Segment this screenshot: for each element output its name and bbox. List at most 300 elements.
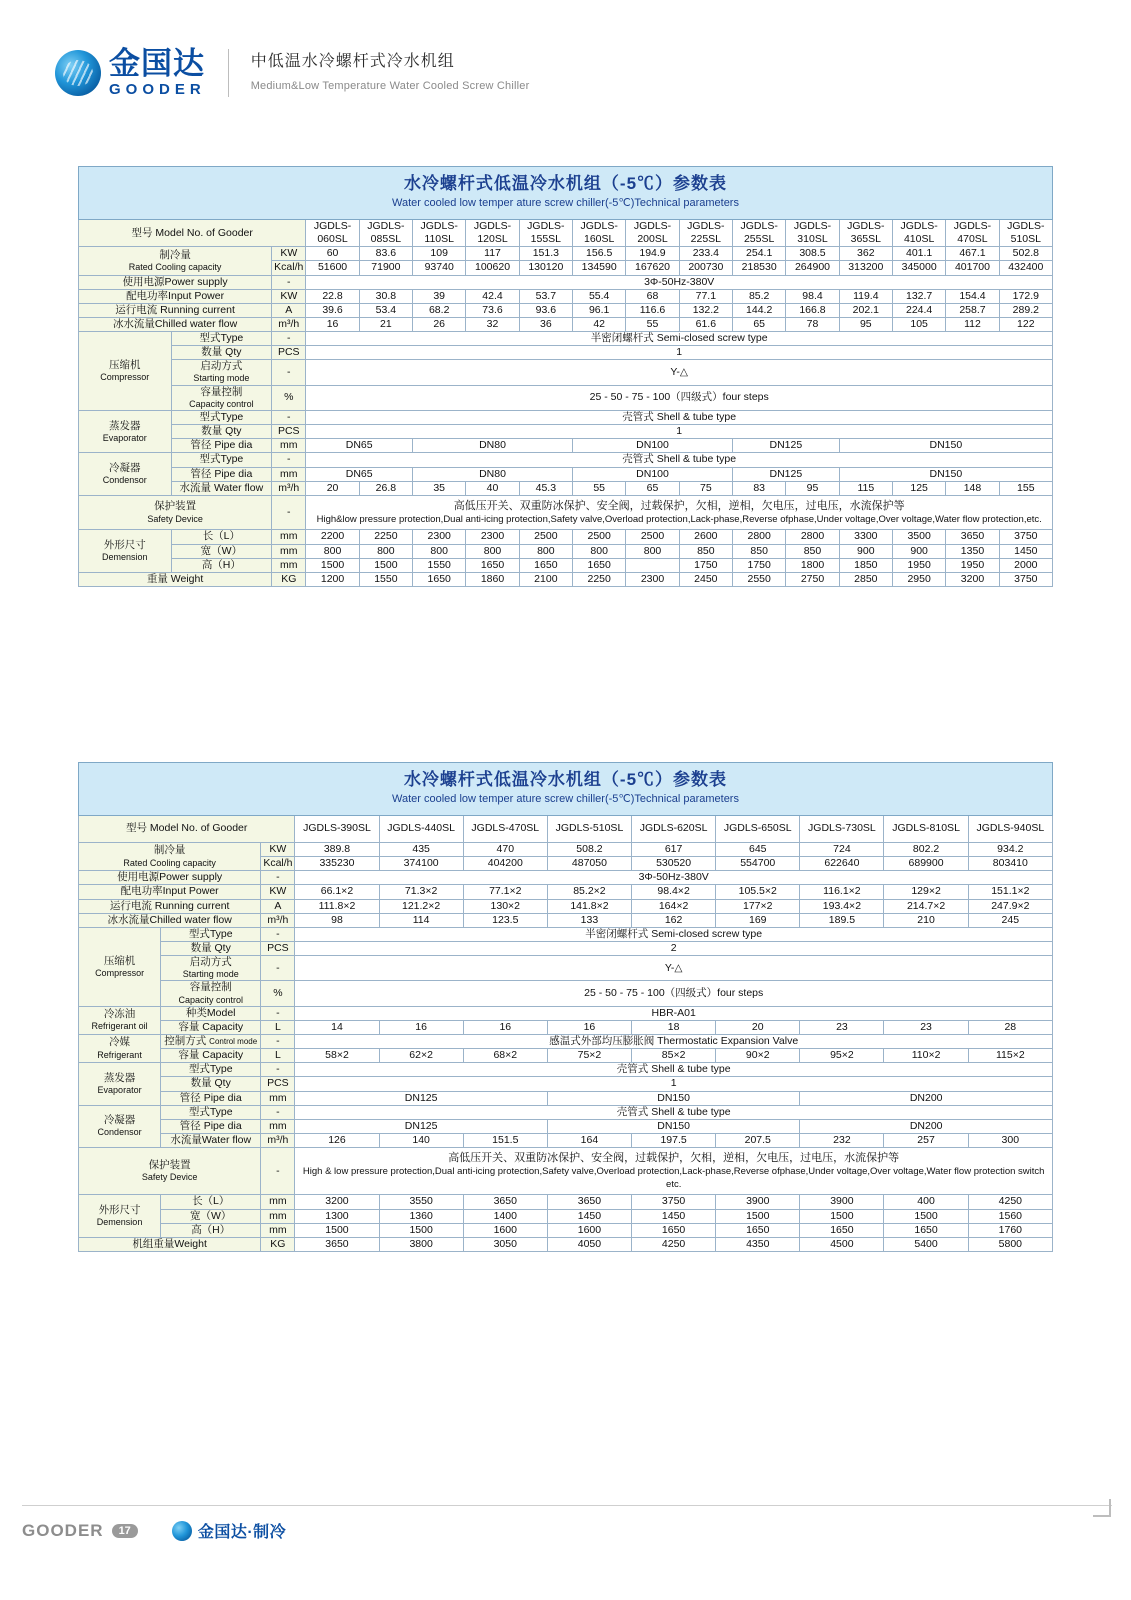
header-divider [228,49,229,97]
value-cell: 1450 [632,1209,716,1223]
value-cell: 77.1×2 [463,885,547,899]
value-cell: 1950 [946,558,999,572]
value-cell: 194.9 [626,247,679,261]
unit-pcs: PCS [261,1077,295,1091]
value-cell: 554700 [716,857,800,871]
value-cell: 1650 [413,572,466,586]
value-cell: 177×2 [716,899,800,913]
value-cell: 112 [946,317,999,331]
value-cell: 1860 [466,572,519,586]
value-cell: 39 [413,289,466,303]
value-cell: 115 [839,481,892,495]
value-cell: 166.8 [786,303,839,317]
row-label-pipe-dia: 管径 Pipe dia [171,467,272,481]
value-cell: 210 [884,913,968,927]
dimension-width-row [79,544,1053,558]
row-label-type: 型式Type [161,1105,261,1119]
value-cell: 1760 [968,1223,1052,1237]
value-cell: 189.5 [800,913,884,927]
row-label-chilled-water: 冰水流量Chilled water flow [79,317,272,331]
value-cell: 502.8 [999,247,1052,261]
value-cell: 169 [716,913,800,927]
row-label-compressor: 压缩机 Compressor [79,927,161,1006]
row-label-compressor: 压缩机 Compressor [79,332,172,411]
value-cell: 129×2 [884,885,968,899]
value-cell: DN65 [306,467,413,481]
value-cell: 197.5 [632,1133,716,1147]
unit-none: - [272,495,306,530]
value-cell: DN200 [800,1091,1053,1105]
value-cell: 2500 [626,530,679,544]
value-cell: 98 [295,913,379,927]
value-cell: 23 [800,1020,884,1034]
value-cell: 247.9×2 [968,899,1052,913]
value-cell: 2450 [679,572,732,586]
value-cell: 900 [892,544,945,558]
value-cell: 470 [463,843,547,857]
compressor-type-row [79,927,1053,941]
value-cell: 154.4 [946,289,999,303]
value-cell: 151.3 [519,247,572,261]
value-cell: DN100 [573,467,733,481]
value-cell: 1200 [306,572,359,586]
row-label-safety: 保护装置 Safety Device [79,495,272,530]
row-label-qty: 数量 Qty [161,1077,261,1091]
unit-mm: mm [261,1223,295,1237]
value-cell: 68.2 [413,303,466,317]
value-cell: 530520 [632,857,716,871]
unit-kcal: Kcal/h [261,857,295,871]
value-cell: 193.4×2 [800,899,884,913]
value-cell: 95 [786,481,839,495]
row-label-starting-mode: 启动方式 Starting mode [161,956,261,981]
unit-none: - [272,453,306,467]
value-cell: 401.1 [892,247,945,261]
value-cell: 85×2 [632,1049,716,1063]
row-label-type: 型式Type [171,332,272,346]
compressor-qty-row [79,346,1053,360]
unit-mm: mm [272,530,306,544]
compressor-capacity-row [79,981,1053,1006]
unit-none: - [261,1063,295,1077]
condensor-type-row [79,1105,1053,1119]
value-cell: 1360 [379,1209,463,1223]
value-cell: 156.5 [573,247,626,261]
input-power-row [79,885,1053,899]
value-cell: 23 [884,1020,968,1034]
value-cell: 4050 [547,1237,631,1251]
model-cell: JGDLS-810SL [884,816,968,843]
value-cell: 803410 [968,857,1052,871]
row-label-height: 高（H） [161,1223,261,1237]
page-header [55,48,529,97]
value-cell: 800 [359,544,412,558]
value-cell: 172.9 [999,289,1052,303]
value-cell: 1500 [295,1223,379,1237]
unit-mm: mm [272,439,306,453]
value-cell: 25 - 50 - 75 - 100（四级式）four steps [295,981,1053,1006]
unit-kw: KW [272,289,306,303]
unit-none: - [272,411,306,425]
value-cell: 35 [413,481,466,495]
row-label-running-current: 运行电流 Running current [79,899,261,913]
row-label-qty: 数量 Qty [161,941,261,955]
unit-none: - [261,1148,295,1195]
value-cell: 85.2×2 [547,885,631,899]
value-cell: 2500 [519,530,572,544]
value-cell: 148 [946,481,999,495]
row-label-water-flow: 水流量 Water flow [171,481,272,495]
value-cell: 2250 [573,572,626,586]
model-row [79,220,1053,247]
unit-kw: KW [261,885,295,899]
row-label-oil-capacity: 容量 Capacity [161,1020,261,1034]
value-cell: 16 [379,1020,463,1034]
row-label-height: 高（H） [171,558,272,572]
value-cell: 132.2 [679,303,732,317]
unit-mm: mm [272,558,306,572]
value-cell: 800 [626,544,679,558]
value-cell: 1650 [716,1223,800,1237]
table-title: 水冷螺杆式低温冷水机组（-5℃）参数表 Water cooled low temper ature screw chiller(-5℃)Technical parameters [79,763,1053,816]
value-cell: 60 [306,247,359,261]
compressor-qty-row [79,941,1053,955]
brand-name-en: GOODER [109,81,206,98]
value-cell: 4350 [716,1237,800,1251]
row-label-evaporator: 蒸发器 Evaporator [79,411,172,453]
dimension-length-row [79,530,1053,544]
value-cell: 1 [295,1077,1053,1091]
value-cell: 404200 [463,857,547,871]
unit-mm: mm [272,467,306,481]
footer-logo [172,1519,286,1542]
evaporator-qty-row [79,425,1053,439]
unit-percent: % [272,385,306,410]
row-label-condensor: 冷凝器 Condensor [79,453,172,495]
value-cell: 1500 [306,558,359,572]
unit-m3h: m³/h [272,481,306,495]
model-cell: JGDLS-650SL [716,816,800,843]
unit-pcs: PCS [272,425,306,439]
value-cell: 1 [306,425,1053,439]
row-label-type: 型式Type [161,927,261,941]
value-cell: 71900 [359,261,412,275]
unit-l: L [261,1020,295,1034]
value-cell: 20 [716,1020,800,1034]
value-cell: 117 [466,247,519,261]
unit-none: - [261,1035,295,1049]
value-cell: 130120 [519,261,572,275]
value-cell: 1650 [800,1223,884,1237]
value-cell: 2550 [733,572,786,586]
unit-mm: mm [261,1209,295,1223]
value-cell: 487050 [547,857,631,871]
value-cell: 1600 [463,1223,547,1237]
value-cell: 65 [626,481,679,495]
value-cell: 25 - 50 - 75 - 100（四级式）four steps [306,385,1053,410]
value-cell: 374100 [379,857,463,871]
power-supply-row [79,275,1053,289]
model-cell: JGDLS- 085SL [359,220,412,247]
value-cell: 132.7 [892,289,945,303]
model-cell: JGDLS-510SL [547,816,631,843]
value-cell: 26.8 [359,481,412,495]
row-label-type: 型式Type [171,453,272,467]
value-cell: 16 [306,317,359,331]
chilled-water-flow-row [79,913,1053,927]
value-cell: 1750 [679,558,732,572]
value-cell: 401700 [946,261,999,275]
value-cell: 2000 [999,558,1052,572]
value-cell: 3650 [463,1195,547,1209]
value-cell: 114 [379,913,463,927]
value-cell: 3300 [839,530,892,544]
value-cell: 467.1 [946,247,999,261]
value-cell: 2300 [413,530,466,544]
unit-none: - [261,871,295,885]
value-cell: 133 [547,913,631,927]
row-label-pipe-dia: 管径 Pipe dia [171,439,272,453]
row-label-starting-mode: 启动方式 Starting mode [171,360,272,385]
value-cell: 3650 [295,1237,379,1251]
value-cell: 壳管式 Shell & tube type [295,1105,1053,1119]
value-cell: 2500 [573,530,626,544]
safety-row [79,1148,1053,1195]
value-cell [626,558,679,572]
value-cell: 2750 [786,572,839,586]
row-label-model: 型号 Model No. of Gooder [79,816,295,843]
oil-capacity-row [79,1020,1053,1034]
value-cell: 20 [306,481,359,495]
value-cell: 116.6 [626,303,679,317]
value-cell: 254.1 [733,247,786,261]
value-cell: 141.8×2 [547,899,631,913]
row-label-dimension: 外形尺寸 Demension [79,1195,161,1237]
value-cell: 3Φ-50Hz-380V [306,275,1053,289]
row-label-type: 型式Type [171,411,272,425]
value-cell: 258.7 [946,303,999,317]
value-cell: 3650 [547,1195,631,1209]
value-cell: 58×2 [295,1049,379,1063]
value-cell: 2800 [786,530,839,544]
value-cell: 26 [413,317,466,331]
value-cell: 93.6 [519,303,572,317]
value-cell: 71.3×2 [379,885,463,899]
value-cell: 1450 [999,544,1052,558]
value-cell: 2 [295,941,1053,955]
value-cell: 3800 [379,1237,463,1251]
value-cell: 55.4 [573,289,626,303]
value-cell: 389.8 [295,843,379,857]
model-cell: JGDLS- 160SL [573,220,626,247]
row-label-water-flow: 水流量Water flow [161,1133,261,1147]
value-cell: 2300 [466,530,519,544]
value-cell: 半密闭螺杆式 Semi-closed screw type [295,927,1053,941]
unit-none: - [272,360,306,385]
value-cell: 724 [800,843,884,857]
row-label-running-current: 运行电流 Running current [79,303,272,317]
value-cell: DN125 [295,1119,547,1133]
value-cell: 151.1×2 [968,885,1052,899]
value-cell: 1650 [573,558,626,572]
unit-kg: KG [272,572,306,586]
unit-kcal: Kcal/h [272,261,306,275]
value-cell: 800 [573,544,626,558]
value-cell: 308.5 [786,247,839,261]
value-cell: 68 [626,289,679,303]
value-cell: 800 [519,544,572,558]
evaporator-qty-row [79,1077,1053,1091]
value-cell: 119.4 [839,289,892,303]
value-cell: 435 [379,843,463,857]
unit-none: - [261,1105,295,1119]
cooling-kw-row [79,843,1053,857]
evaporator-pipe-row [79,1091,1053,1105]
value-cell: 105.5×2 [716,885,800,899]
unit-none: - [261,1006,295,1020]
value-cell: 1650 [466,558,519,572]
unit-mm: mm [272,544,306,558]
row-label-evaporator: 蒸发器 Evaporator [79,1063,161,1105]
refrigerant-capacity-row [79,1049,1053,1063]
value-cell: 1400 [463,1209,547,1223]
model-cell: JGDLS- 225SL [679,220,732,247]
row-label-qty: 数量 Qty [171,425,272,439]
row-label-pipe-dia: 管径 Pipe dia [161,1119,261,1133]
value-cell: 39.6 [306,303,359,317]
value-cell: 73.6 [466,303,519,317]
value-cell: 264900 [786,261,839,275]
value-cell: 850 [786,544,839,558]
value-cell: DN200 [800,1119,1053,1133]
value-cell: 2300 [626,572,679,586]
value-cell: 245 [968,913,1052,927]
value-cell: 934.2 [968,843,1052,857]
row-label-pipe-dia: 管径 Pipe dia [161,1091,261,1105]
value-cell: 1 [306,346,1053,360]
value-cell: 115×2 [968,1049,1052,1063]
value-cell: 3Φ-50Hz-380V [295,871,1053,885]
unit-pcs: PCS [261,941,295,955]
value-cell: 800 [413,544,466,558]
value-cell: 100620 [466,261,519,275]
value-cell: 1450 [547,1209,631,1223]
model-cell: JGDLS- 410SL [892,220,945,247]
value-cell: 95×2 [800,1049,884,1063]
unit-none: - [261,956,295,981]
corner-mark [1093,1499,1111,1517]
cooling-kw-row [79,247,1053,261]
value-cell: 半密闭螺杆式 Semi-closed screw type [306,332,1053,346]
value-cell: 壳管式 Shell & tube type [295,1063,1053,1077]
spec-table-2 [78,762,1053,1252]
row-label-power-supply: 使用电源Power supply [79,275,272,289]
value-cell: 3550 [379,1195,463,1209]
unit-percent: % [261,981,295,1006]
row-label-cooling: 制冷量 Rated Cooling capacity [79,843,261,871]
condensor-pipe-row [79,467,1053,481]
value-cell: 224.4 [892,303,945,317]
unit-none: - [272,332,306,346]
row-label-condensor: 冷凝器 Condensor [79,1105,161,1147]
value-cell: 207.5 [716,1133,800,1147]
value-cell: 122 [999,317,1052,331]
evaporator-pipe-row [79,439,1053,453]
brand-name-cn: 金国达 [109,46,205,81]
compressor-type-row [79,332,1053,346]
value-cell: 62×2 [379,1049,463,1063]
value-cell: 22.8 [306,289,359,303]
value-cell: DN125 [733,467,840,481]
value-cell: DN80 [413,467,573,481]
value-cell: 32 [466,317,519,331]
value-cell: 1550 [359,572,412,586]
value-cell: 2600 [679,530,732,544]
model-cell: JGDLS-730SL [800,816,884,843]
value-cell: 75 [679,481,732,495]
unit-mm: mm [261,1119,295,1133]
weight-row [79,1237,1053,1251]
value-cell: DN125 [295,1091,547,1105]
compressor-start-row [79,956,1053,981]
model-cell: JGDLS- 155SL [519,220,572,247]
value-cell: 75×2 [547,1049,631,1063]
model-cell: JGDLS- 310SL [786,220,839,247]
value-cell: Y-△ [306,360,1053,385]
row-label-control-mode: 控制方式 Control mode [161,1035,261,1049]
value-cell: 164×2 [632,899,716,913]
condensor-type-row [79,453,1053,467]
value-cell: 85.2 [733,289,786,303]
value-cell: 214.7×2 [884,899,968,913]
value-cell: 2800 [733,530,786,544]
value-cell: 289.2 [999,303,1052,317]
value-cell: 164 [547,1133,631,1147]
model-cell: JGDLS-470SL [463,816,547,843]
power-supply-row [79,871,1053,885]
value-cell: 98.4 [786,289,839,303]
compressor-capacity-row [79,385,1053,410]
value-cell: 1500 [359,558,412,572]
value-cell: 1650 [519,558,572,572]
row-label-width: 宽（W） [171,544,272,558]
value-cell: 508.2 [547,843,631,857]
model-cell: JGDLS-940SL [968,816,1052,843]
dimension-length-row [79,1195,1053,1209]
value-cell: DN150 [547,1091,799,1105]
value-cell: 2950 [892,572,945,586]
value-cell: 300 [968,1133,1052,1147]
table-title-row [79,763,1053,816]
value-cell: 4250 [632,1237,716,1251]
value-cell: 93740 [413,261,466,275]
value-cell: 96.1 [573,303,626,317]
value-cell: 105 [892,317,945,331]
value-cell: 3650 [946,530,999,544]
value-cell: 3750 [999,572,1052,586]
unit-kw: KW [261,843,295,857]
brand-logo [109,48,206,97]
header-title-en: Medium&Low Temperature Water Cooled Screw Chiller [250,79,530,92]
value-cell: 95 [839,317,892,331]
value-cell: 1800 [786,558,839,572]
value-cell: 313200 [839,261,892,275]
safety-device-text: 高低压开关、双重防冰保护、安全阀，过载保护，欠相，逆相，欠电压，过电压，水流保护等 High&low pressure protection,Dual anti-icing protection,Safety valve,Overload protection,Lack-phase,Reverse ofphase,Under voltage,Over voltage,Water flow protection,etc. [306,495,1053,530]
spec-table-2-wrap [78,762,1053,1252]
value-cell: 432400 [999,261,1052,275]
value-cell: DN80 [413,439,573,453]
model-cell: JGDLS- 060SL [306,220,359,247]
